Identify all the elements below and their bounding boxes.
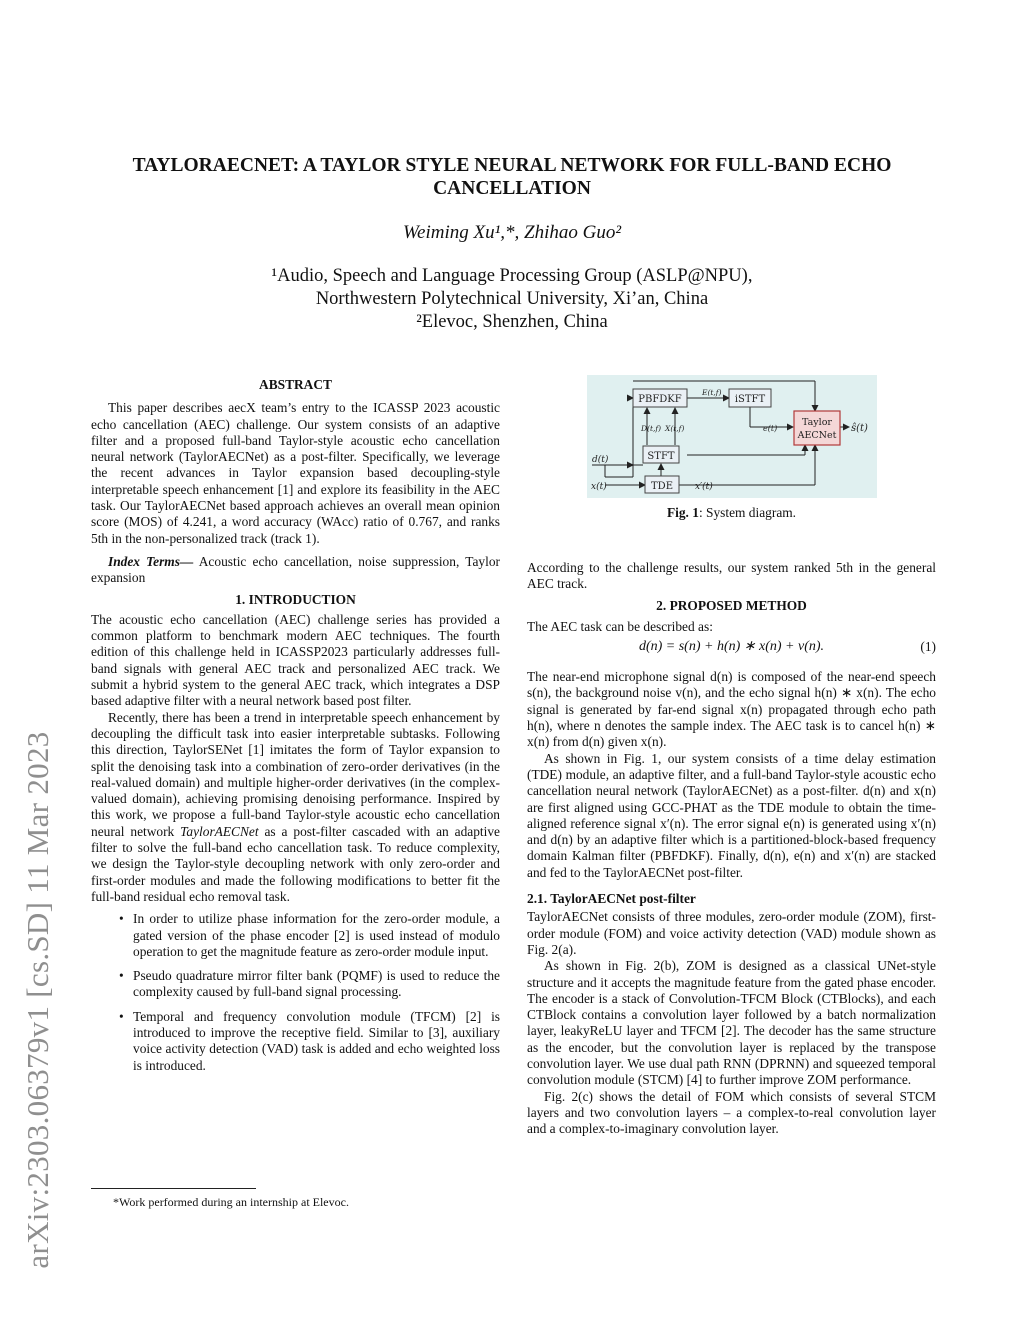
list-item: • Pseudo quadrature mirror filter bank (PQMF) is used to reduce the complexity caused by full-band signal processing. (133, 968, 500, 1001)
method-heading: 2. PROPOSED METHOD (656, 597, 807, 613)
method-paragraph-1: The AEC task can be described as: (527, 618, 713, 634)
affiliation-line: ²Elevoc, Shenzhen, China (416, 312, 608, 332)
system-diagram (587, 375, 877, 498)
right-paragraph-0: According to the challenge results, our system ranked 5th in the general AEC track. (527, 560, 936, 592)
introduction-heading: 1. INTRODUCTION (235, 591, 356, 607)
tde-label: TDE (651, 481, 673, 492)
signal-label-e: e(t) (763, 424, 778, 433)
method-paragraph-2: The near-end microphone signal d(n) is composed of the near-end speech s(n), the background noise v(n), and the echo signal h(n) ∗ x(n). The echo signal is generated by far-end signal x(n) propagated through echo path h(n), where n denotes the sample index. The AEC task is to cancel h(n) ∗ x(n) from d(n) given x(n). (527, 669, 936, 750)
affiliation-line: ¹Audio, Speech and Language Processing Group (ASLP@NPU), (271, 266, 753, 286)
contribution-list (91, 911, 500, 1074)
subsection-paragraph-2: As shown in Fig. 2(b), ZOM is designed as a classical UNet-style structure and it accepts the magnitude feature from the gated phase encoder. The encoder is a stack of Convolution-TFCM Block (CTBlocks), and each CTBlock contains a convolution layer followed by a batch normalization layer, leakyReLU layer and TFCM [2]. The decoder has the same structure as the encoder, but the convolution layer is replaced by the transpose convolution layer. We use dual path RNN (DPRNN) and squeezed temporal convolution module (STCM) [4] to further improve ZOM performance. (527, 958, 936, 1088)
arxiv-id: arXiv:2303.06379v1 [cs.SD] 11 Mar 2023 (20, 731, 55, 1269)
signal-label-d: d(t) (592, 455, 609, 465)
subsection-paragraph-1: TaylorAECNet consists of three modules, zero-order module (ZOM), first-order module (FOM) and voice activity detection (VAD) module shown as Fig. 2(a). (527, 909, 936, 957)
intro-paragraph-2 (91, 710, 500, 906)
intro-paragraph-2-text: Recently, there has been a trend in interpretable speech enhancement by decoupling the difficult task into easier interpretable subtasks. Following this direction, TaylorSENet [1] imitates the form of Taylor expansion to split the denoising task into a combination of zero-order derivatives (in the real-valued domain) and multiple higher-order derivatives (in the complex-valued domain), achieving promising denoising performance. Inspired by this work, we propose a full-band Taylor-style acoustic echo cancellation neural network (91, 709, 500, 839)
abstract-heading: ABSTRACT (259, 377, 332, 392)
list-item: • In order to utilize phase information for the zero-order module, a gated version of the phase encoder [2] is used instead of modulo operation to get the magnitude feature as zero-order module input. (133, 911, 500, 960)
istft-label: iSTFT (734, 394, 766, 405)
footnote-rule (91, 1188, 256, 1189)
title-line-1: TAYLORAECNET: A TAYLOR STYLE NEURAL NETWORK FOR FULL-BAND ECHO (132, 155, 892, 176)
title-line-2: CANCELLATION (433, 178, 591, 199)
signal-label-x: x(t) (591, 482, 607, 492)
net-label-2: AECNet (797, 430, 837, 441)
index-terms-label: Index Terms— (108, 553, 194, 569)
index-terms-text: Acoustic echo cancellation, noise suppression, Taylor expansion (91, 553, 500, 586)
figure-caption-text: : System diagram. (698, 505, 797, 520)
system-diagram-svg (587, 375, 877, 498)
net-label-1: Taylor (802, 417, 832, 428)
abstract-text: This paper describes aecX team’s entry to the ICASSP 2023 acoustic echo cancellation (AEC) challenge. Our system consists of an adaptive filter and a proposed full-band Taylor-style acoustic echo cancellation neural network (TaylorAECNet) as a post-filter. Specifically, we leverage the recent advances in Taylor expansion based decoupling-style interpretable speech enhancement [1] and explore its feasibility in the AEC task. Our TaylorAECNet based approach achieves an overall mean opinion score (MOS) of 4.241, a word accuracy (WAcc) ratio of 0.767, and ranks 5th in the non-personalized track (track 1). (91, 400, 500, 546)
subsection-paragraph-3: Fig. 2(c) shows the detail of FOM which consists of several STCM layers and two convolution layers – a complex-to-real convolution layer and a complex-to-imaginary convolution layer. (527, 1088, 936, 1137)
footnote: *Work performed during an internship at Elevoc. (113, 1195, 349, 1209)
stft-label: STFT (647, 451, 675, 462)
signal-label-E: E(t,f) (702, 388, 722, 397)
index-terms (91, 554, 500, 587)
signal-label-X: X(t,f) (665, 424, 685, 433)
figure-caption (527, 505, 936, 521)
signal-label-xprime: x′(t) (695, 482, 713, 492)
intro-paragraph-1: The acoustic echo cancellation (AEC) challenge series has provided a common platform to benchmark modern AEC techniques. The fourth edition of this challenge held in ICASSP2023 particularly addresses full-band signals with general AEC track and personalized AEC track. We submit a hybrid system to the general AEC track, which integrates a DSP based adaptive filter with a neural network based post filter. (91, 611, 500, 709)
subsection-heading: 2.1. TaylorAECNet post-filter (527, 891, 696, 907)
pbfdkf-label: PBFDKF (638, 394, 682, 405)
paper-title (100, 154, 924, 200)
affiliation-line: Northwestern Polytechnical University, Xi’an, China (315, 289, 709, 309)
equation-number: (1) (920, 639, 936, 655)
arxiv-stamp (9, 350, 67, 1269)
authors: Weiming Xu¹,*, Zhihao Guo² (402, 222, 622, 243)
method-paragraph-3: As shown in Fig. 1, our system consists of a time delay estimation (TDE) module, an adaptive filter, and a full-band Taylor-style acoustic echo cancellation neural network (TaylorAECNet) as a post-filter. d(n) and x(n) are first aligned using GCC-PHAT as the TDE module to obtain the time-aligned reference signal x′(n). The error signal e(n) is generated using x′(n) and d(n) by an adaptive filter which is a partitioned-block-based frequency domain Kalman filter (PBFDKF). Finally, d(n), e(n) and x′(n) are stacked and fed to the TaylorAECNet post-filter. (527, 750, 936, 880)
intro-paragraph-2-emphasis: TaylorAECNet (180, 823, 259, 839)
equation-body: d(n) = s(n) + h(n) ∗ x(n) + v(n). (638, 639, 825, 655)
affiliations (100, 265, 924, 334)
list-item: • Temporal and frequency convolution module (TFCM) [2] is introduced to improve the receptive field. Similar to [3], auxiliary voice activity detection (VAD) task is added and echo weighted loss is introduced. (133, 1009, 500, 1074)
signal-label-D: D(t,f) (641, 424, 662, 433)
equation (527, 639, 936, 661)
intro-paragraph-2-text: as a post-filter cascaded with an adaptive filter to solve the full-band echo cancellation task. To reduce complexity, we design the Taylor-style decoupling network with only zero-order and first-order modules and made the following modifications to better fit the full-band residual echo removal task. (91, 823, 500, 904)
right-column (527, 560, 936, 1138)
signal-label-output: ŝ(t) (851, 423, 868, 434)
left-column (91, 377, 500, 1082)
figure-caption-label: Fig. 1 (666, 505, 699, 520)
